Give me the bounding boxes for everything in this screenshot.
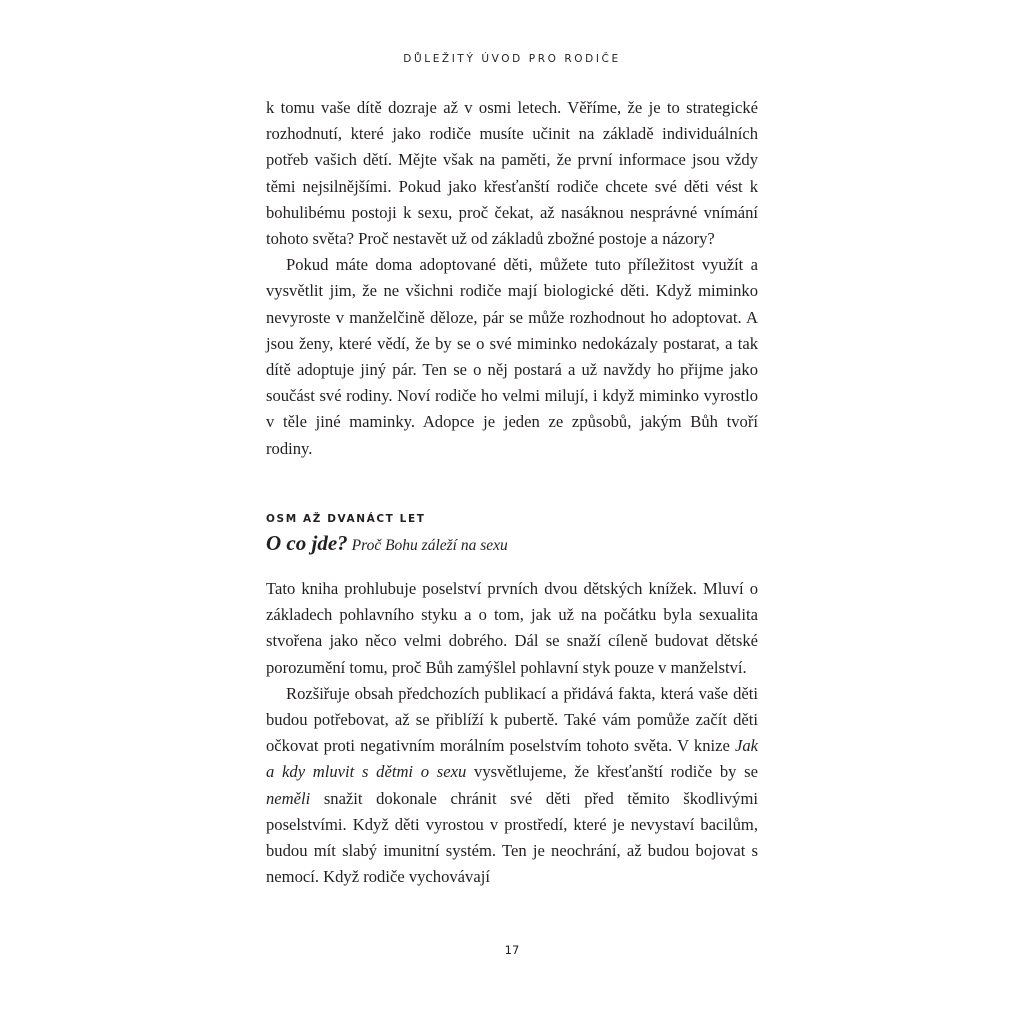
text-run: Rozšiřuje obsah předchozích publikací a přidává fakta, která vaše děti budou potřebovat, až se přiblíží k pubertě. Také vám pomůže začít děti očkovat proti negativním morálním poselstvím tohoto světa. V knize <box>266 683 758 756</box>
body-text-bottom <box>266 576 758 890</box>
paragraph: Tato kniha prohlubuje poselství prvních dvou dětských knížek. Mluví o základech pohlavního styku a o tom, jak už na počátku byla sexualita stvořena jako něco velmi dobrého. Dál se snaží cíleně budovat dětské porozumění tomu, proč Bůh zamýšlel pohlavní styk pouze v manželství. <box>266 579 758 677</box>
section-title-main: O co jde? <box>266 531 348 555</box>
section-title <box>266 531 508 556</box>
page-number: 17 <box>504 943 520 957</box>
text-run: snažit dokonale chránit své děti před těmito škodlivými poselstvími. Když děti vyrostou v prostředí, které je nevystaví bacilům, budou mít slabý imunitní systém. Ten je neochrání, až budou bojovat s nemocí. Když rodiče vychovávají <box>266 788 758 887</box>
body-text-top <box>266 95 758 462</box>
book-title: Jak a kdy mluvit s dětmi o sexu <box>266 736 759 782</box>
section-kicker: OSM AŽ DVANÁCT LET <box>266 513 426 525</box>
running-header: DŮLEŽITÝ ÚVOD PRO RODIČE <box>403 53 621 65</box>
text-run: vysvětlujeme, že křesťanští rodiče by se <box>474 762 758 782</box>
paragraph: Pokud máte doma adoptované děti, můžete tuto příležitost využít a vysvětlit jim, že ne všichni rodiče mají biologické děti. Když miminko nevyroste v manželčině děloze, pár se může rozhodnout ho adoptovat. A jsou ženy, které vědí, že by se o své miminko nedokázaly postarat, a tak dítě adoptuje jiný pár. Ten se o něj postará a už navždy ho přijme jako součást své rodiny. Noví rodiče ho velmi milují, i když miminko vyrostlo v těle jiné maminky. Adopce je jeden ze způsobů, jakým Bůh tvoří rodiny. <box>266 255 758 458</box>
section-title-sub: Proč Bohu záleží na sexu <box>351 537 508 554</box>
emphasis: neměli <box>266 788 311 808</box>
paragraph: k tomu vaše dítě dozraje až v osmi letech. Věříme, že je to strategické rozhodnutí, které jako rodiče musíte učinit na základě individuálních potřeb vašich dětí. Mějte však na paměti, že první informace jsou vždy těmi nejsilnějšími. Pokud jako křesťanští rodiče chcete své děti vést k bohulibému postoji k sexu, proč čekat, až nasáknou nesprávné vnímání tohoto světa? Proč nestavět už od základů zbožné postoje a názory? <box>266 98 758 249</box>
paragraph <box>266 681 758 891</box>
